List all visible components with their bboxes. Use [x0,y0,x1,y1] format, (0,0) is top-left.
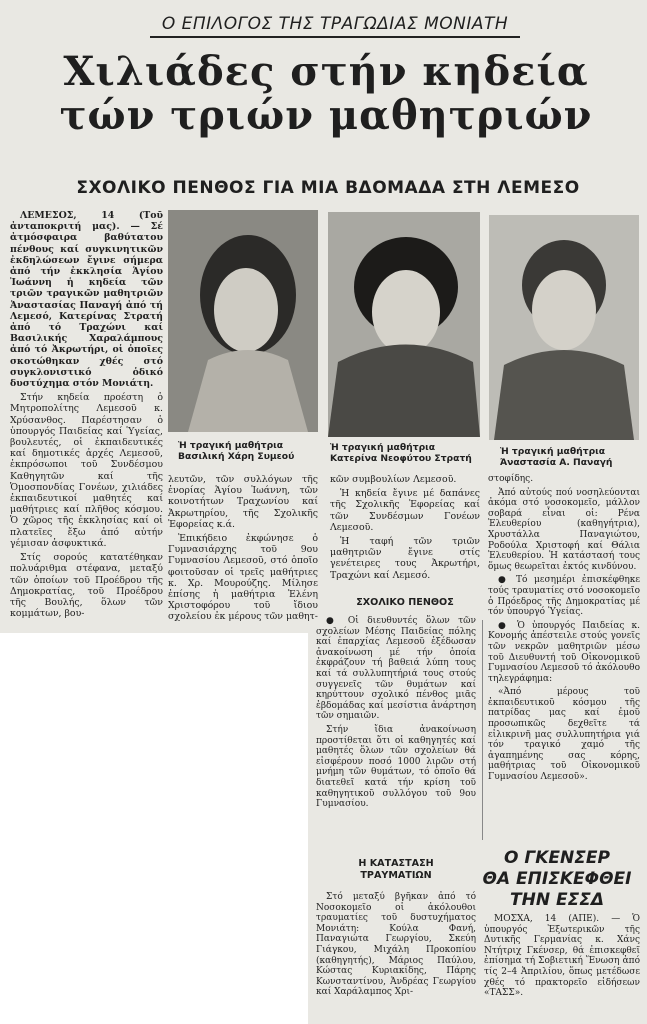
caption-name: Βασιλική Χάρη Συμεού [178,451,295,462]
caption-line: Ἡ τραγική μαθήτρια [500,446,606,457]
column-divider [482,620,483,840]
section-title-line: Η ΚΑΤΑΣΤΑΣΗ [358,858,434,869]
paragraph: ● Ὁ ὑπουργός Παιδείας κ. Κονομής ἀπέστειλε στούς γονεῖς τῶν νεκρῶν μαθητριῶν μέσω τοῦ Διευθυντή τοῦ Οἰκονομικοῦ Γυμνασίου Λεμεσοῦ τό ἀκόλουθο τηλεγράφημα: [488,620,640,684]
photo-vasiliki [168,210,318,432]
caption-katerina [330,442,480,464]
portrait-image [168,210,318,432]
column-3-continued [316,616,476,813]
caption-name: Ἀναστασία Α. Παναγή [500,457,613,468]
paragraph: Στίς σορούς κατατέθηκαν πολυάριθμα στέφανα, μεταξύ τῶν ὁποίων τοῦ Προέδρου τῆς Δημοκρατίας, τοῦ Προέδρου τῆς Βουλής, ὅλων τῶν κομμάτων, βου- [10,552,163,620]
paragraph: Ἐπικήδειο ἐκφώνησε ὁ Γυμνασιάρχης τοῦ 9ου Γυμνασίου Λεμεσοῦ, στό ὁποῖο φοιτοῦσαν οἱ τρεῖς μαθήτριες κ. Χρ. Μουρούζης. Μίλησε ἐπίσης ἡ μαθήτρια Ἑλένη Χριστοφόρου τοῦ ἴδιου σχολείου ἐκ μέρους τῶν μαθητ- [168,533,318,623]
paragraph: «Ἀπό μέρους τοῦ ἐκπαιδευτικοῦ κόσμου τῆς πατρίδας μας καί ἐμοῦ προσωπικῶς δεχθεῖτε τά εἰλικρινῆ μας συλλυπητήρια γιά τόν τραγικό χαμό τῆς ἀγαπημένης σας κόρης, μαθήτριας τοῦ Οἰκονομικοῦ Γυμνασίου Λεμεσοῦ». [488,687,640,783]
paragraph: ● Τό μεσημέρι ἐπισκέφθηκε τούς τραυματίες στό νοσοκομεῖο ὁ Πρόεδρος τῆς Δημοκρατίας μέ τόν ὑπουργό Ὑγείας. [488,575,640,618]
subheadline: ΣΧΟΛΙΚΟ ΠΕΝΘΟΣ ΓΙΑ ΜΙΑ ΒΔΟΜΑΔΑ ΣΤΗ ΛΕΜΕΣΟ [76,178,580,198]
photo-katerina [328,212,480,437]
paragraph: Στήν κηδεία προέστη ὁ Μητροπολίτης Λεμεσοῦ κ. Χρύσανθος. Παρέστησαν ὁ ὑπουργός Παιδείας καί Ὑγείας, βουλευτές, οἱ ἐκπαιδευτικές καί δημοτικές ἀρχές Λεμεσοῦ, ἐκπρόσωποι τοῦ Συνδέσμου Καθηγητῶν καί τῆς Ὁμοσπονδίας Γονέων, χιλιάδες ἐκπαιδευτικοί μαθητές καί μαθήτριες καί πλῆθος κόσμου. Ὁ χῶρος τῆς ἐκκλησίας καί οἱ πλατεῖες ἔξω ἀπό αὐτήν γέμισαν ἀσφυκτικά. [10,392,163,549]
column-1 [10,210,163,622]
gkenser-article [484,914,640,1002]
headline-line: ΤΗΝ ΕΣΣΔ [510,890,604,910]
column-4 [488,474,640,786]
portrait-image [328,212,480,437]
caption-anastasia [500,446,640,468]
caption-line: Ἡ τραγική μαθήτρια [330,442,436,453]
paragraph: Στήν ἴδια ἀνακοίνωση προστίθεται ὅτι οἱ καθηγητές καί μαθητές ὅλων τῶν σχολείων θά εἰσφέρουν ποσό 1000 λιρῶν στή μνήμη τῶν θυμάτων, τό ὁποῖο θά διατεθεῖ κατά τήν κρίση τοῦ καθηγητικοῦ συλλόγου τοῦ 9ου Γυμνασίου. [316,724,476,810]
caption-vasiliki [178,440,318,462]
section-title-school-mourning: ΣΧΟΛΙΚΟ ΠΕΝΘΟΣ [356,597,454,608]
headline-line-2: τών τριών μαθητριών [59,92,593,139]
paragraph: στοφίδης. [488,474,534,484]
headline-line: Ο ΓΚΕΝΣΕΡ [504,848,610,868]
paragraph: λευτῶν, τῶν συλλόγων τῆς ἐνορίας Ἁγίου Ἰωάννη, τῶν κοινοτήτων Τραχωνίου καί Ἀκρωτηρίου, τῆς Σχολικῆς Ἐφορείας κ.ά. [168,474,318,530]
photo-anastasia [489,215,639,440]
headline-line-1: Χιλιάδες στήν κηδεία [63,48,589,95]
paragraph: ΜΟΣΧΑ, 14 (ΑΠΕ). — Ὁ ὑπουργός Ἐξωτερικῶν τῆς Δυτικῆς Γερμανίας κ. Χάνς Ντήτριχ Γκένσερ, θά ἐπισκεφθεῖ ἐπίσημα τή Σοβιετική Ἕνωση ἀπό τίς 2–4 Ἀπριλίου, ὅπως μετέδωσε χθές τό πρακτορεῖο εἰδήσεων «ΤΑΣΣ». [484,914,640,999]
paragraph: κῶν συμβουλίων Λεμεσοῦ. [330,474,457,485]
lead-paragraph: ΛΕΜΕΣΟΣ, 14 (Τοῦ ἀνταποκριτή μας). — Σέ ἀτμόσφαιρα βαθύτατου πένθους καί συγκινητικῶν ἐκδηλώσεων ἔγινε σήμερα ἀπό τήν ἐκκλησία Ἁγίου Ἰωάννη ἡ κηδεία τῶν τριῶν τραγικῶν μαθητριῶν Ἀναστασίας Παναγή ἀπό τή Λεμεσό, Κατερίνας Στρατή ἀπό τό Τραχώνι καί Βασιλικής Χαραλάμπους ἀπό τό Ἀκρωτήρι, οἱ ὁποῖες σκοτώθηκαν χθές στό συγκλονιστικό ὁδικό δυστύχημα στόν Μονιάτη. [10,210,163,390]
paragraph: Ἡ ταφή τῶν τριῶν μαθητριῶν ἔγινε στίς γενέτειρες τους Ἀκρωτήρι, Τραχώνι καί Λεμεσό. [330,536,480,581]
paragraph: Ἡ κηδεία ἔγινε μέ δαπάνες τῆς Σχολικῆς Ἐφορείας καί τῶν Συνδέσμων Γονέων Λεμεσοῦ. [330,488,480,533]
paragraph: ● Οἱ διευθυντές ὅλων τῶν σχολείων Μέσης Παιδείας πόλης καί ἐπαρχίας Λεμεσοῦ ἐξέδωσαν ἀνακοίνωση μέ τήν ὁποία ἐκφράζουν τή βαθειά λύπη τους καί τά συλλυπητήριά τους στούς συγγενεῖς τῶν θυμάτων καί κηρύττουν σχολικό πένθος μιᾶς ἑβδομάδας καί μεσίστια ἀνάρτηση τῶν σημαιῶν. [316,616,476,722]
portrait-image [489,215,639,440]
section-title-line: ΤΡΑΥΜΑΤΙΩΝ [360,870,432,881]
column-3-injured [316,892,476,1001]
headline [6,50,646,138]
headline-line: ΘΑ ΕΠΙΣΚΕΦΘΕΙ [482,869,632,889]
paragraph: Ἀπό αὐτούς πού νοσηλεύονται ἀκόμα στό νοσοκομεῖο, μάλλον σοβαρά εἶναι οἱ: Ρένα Ἐλευθερίου (καθηγήτρια), Χρυστάλλα Παναγιώτου, Ροδούλα Χριστοφή καί Θάλια Ἐλευθερίου. Ἡ κατάστασή τους ὅμως θεωρεῖται ἐκτός κινδύνου. [488,487,640,572]
kicker: Ο ΕΠΙΛΟΓΟΣ ΤΗΣ ΤΡΑΓΩΔΙΑΣ ΜΟΝΙΑΤΗ [150,14,520,38]
column-3 [330,474,480,584]
paragraph: Στό μεταξύ βγῆκαν ἀπό τό Νοσοκομεῖο οἱ ἀκόλουθοι τραυματίες τοῦ δυστυχήματος Μονιάτη: Κούλα Φανή, Παναγιώτα Γεωργίου, Σκεύη Γιάγκου, Μιχάλη Προκοπίου (καθηγητής), Μάριος Παύλου, Κώστας Κυριακίδης, Πάρης Κωνσταντίνου, Ἀνδρέας Γεωργίου καί Χαράλαμπος Χρι- [316,892,476,998]
section-title-injured [316,858,476,882]
gkenser-headline [474,848,640,911]
column-2 [168,474,318,626]
caption-name: Κατερίνα Νεοφύτου Στρατή [330,453,472,464]
caption-line: Ἡ τραγική μαθήτρια [178,440,284,451]
